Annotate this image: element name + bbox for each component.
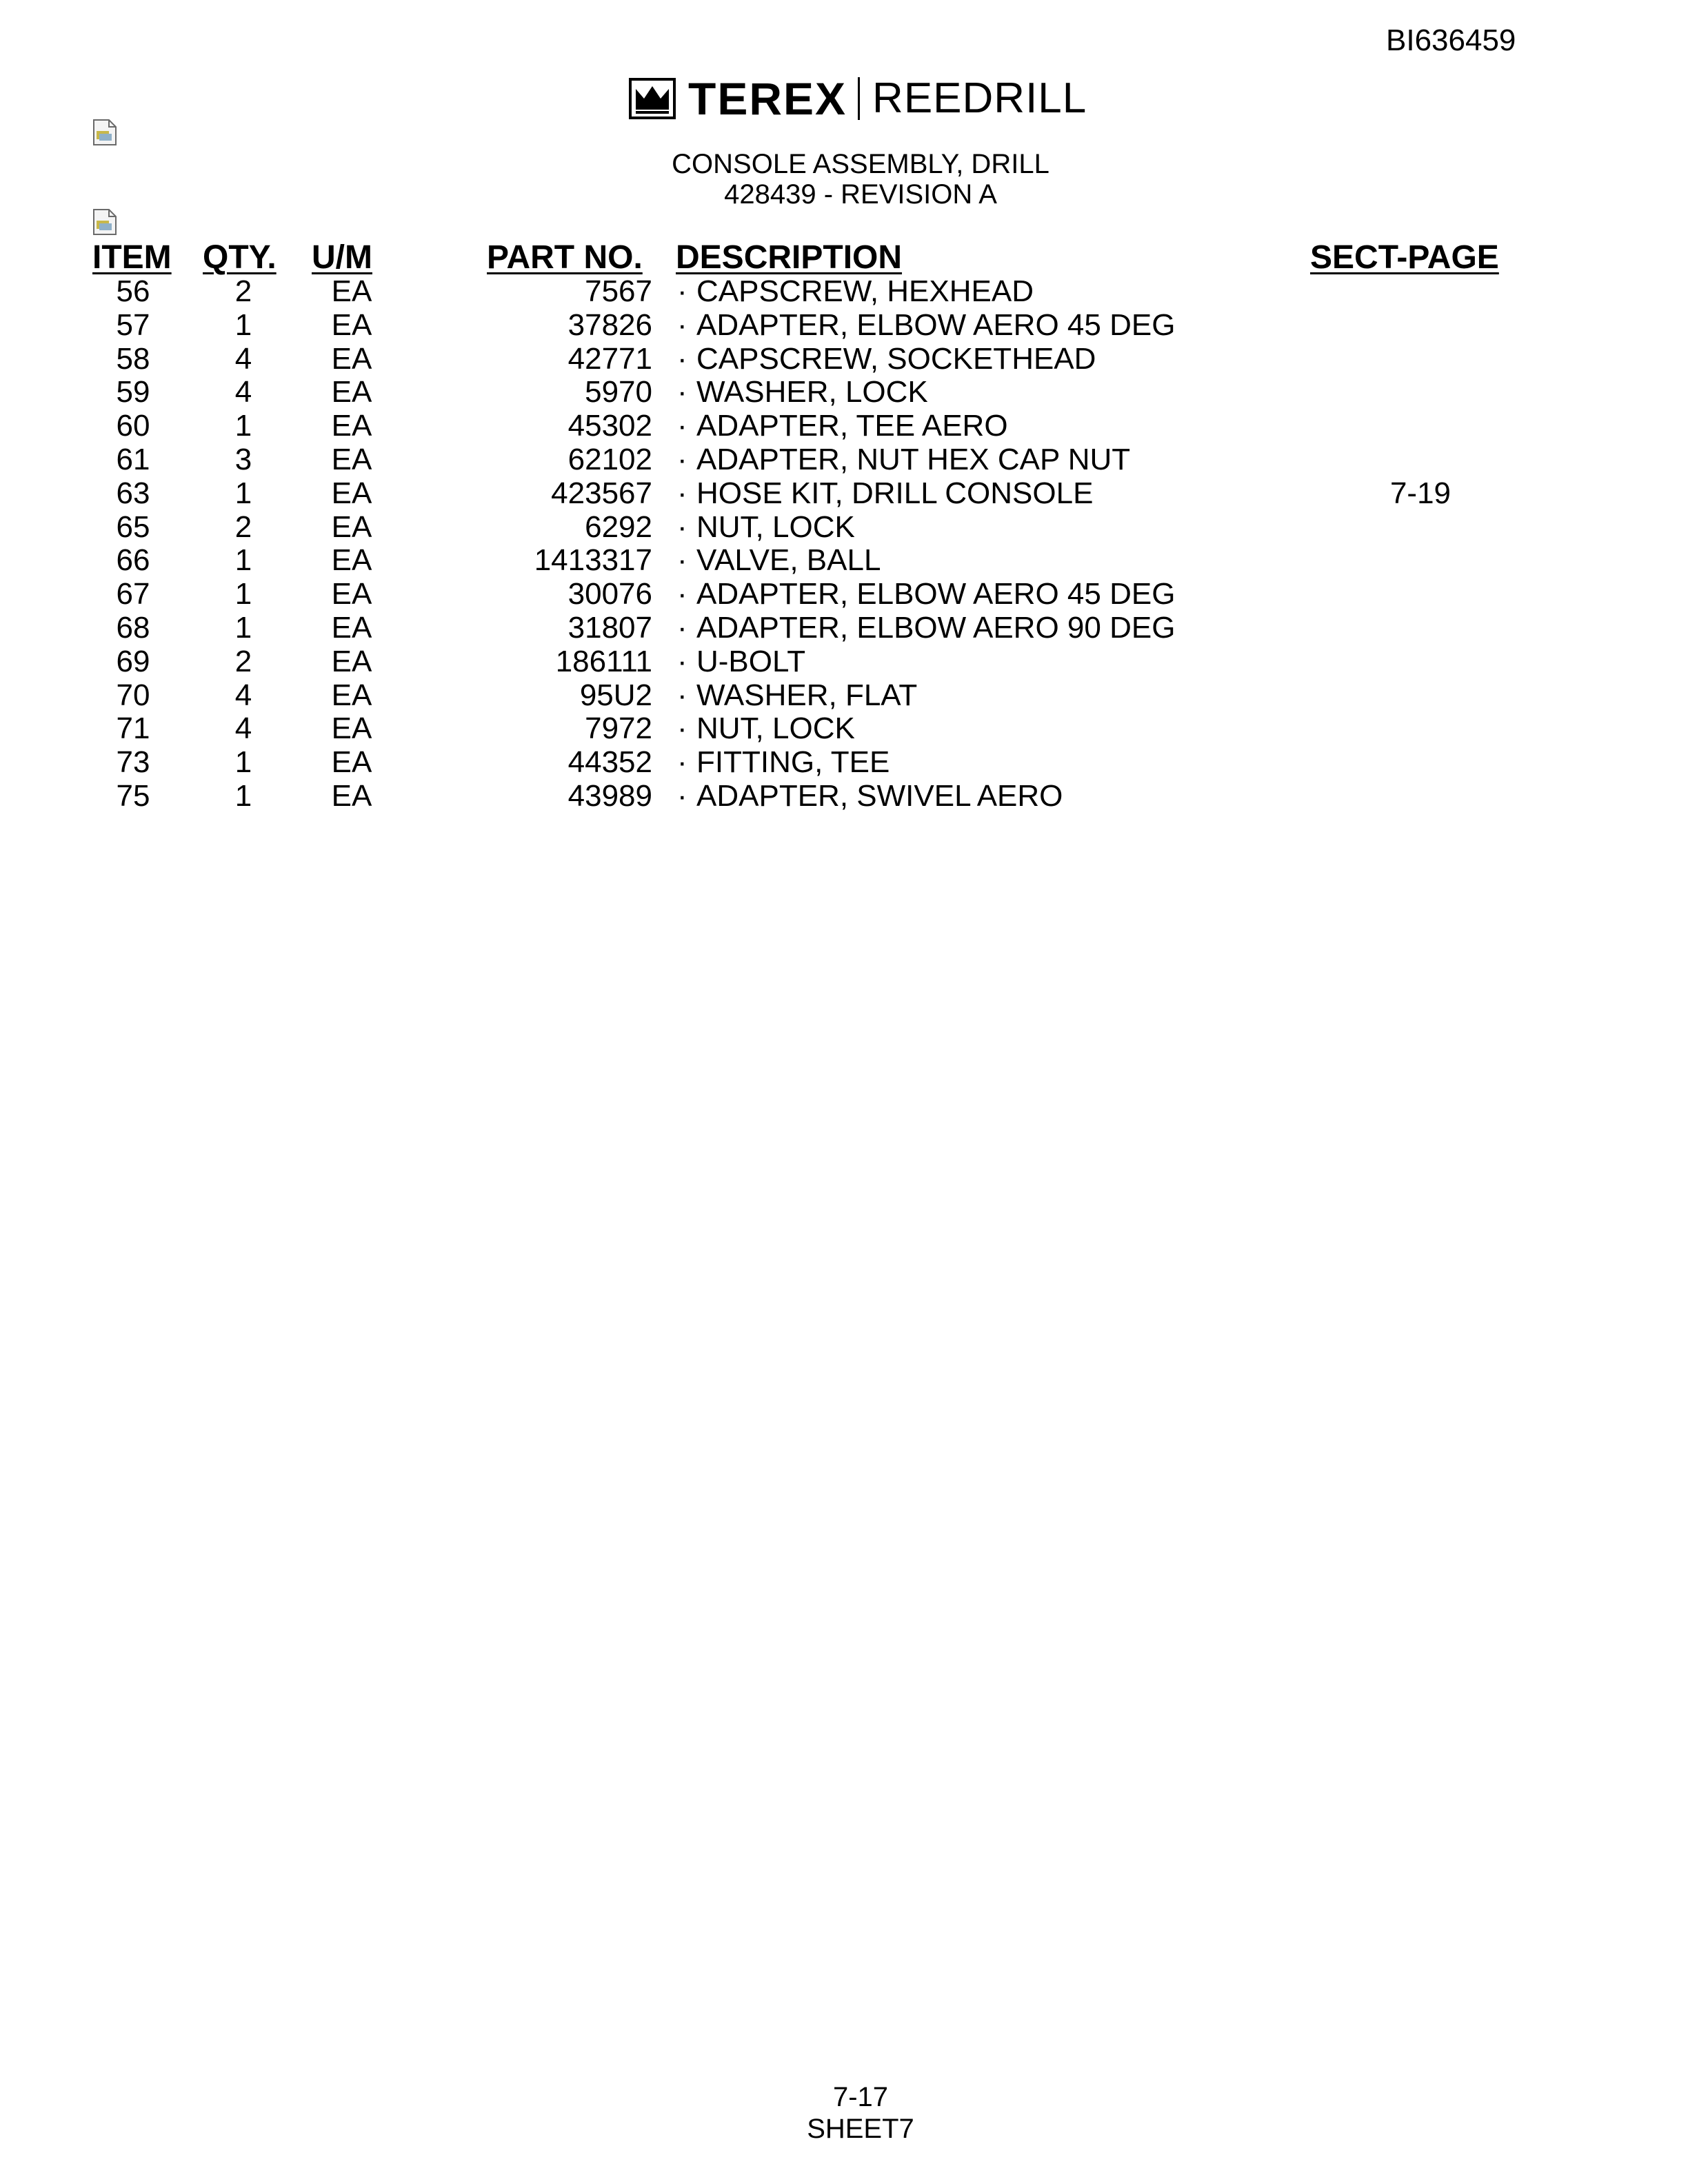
cell-desc: ADAPTER, TEE AERO [696, 409, 1008, 443]
sheet-label: SHEET7 [807, 2114, 914, 2144]
table-row [0, 308, 1688, 342]
cell-item: 68 [116, 611, 150, 645]
cell-qty: 1 [234, 779, 252, 813]
header-sect-page: SECT-PAGE [1310, 239, 1499, 276]
cell-desc: HOSE KIT, DRILL CONSOLE [696, 476, 1094, 510]
cell-part: 1413317 [534, 543, 652, 577]
cell-bullet: · [677, 577, 687, 611]
cell-bullet: · [677, 443, 687, 476]
cell-part: 45302 [567, 409, 652, 443]
cell-um: EA [331, 476, 372, 510]
cell-part: 7972 [585, 711, 652, 745]
cell-desc: ADAPTER, ELBOW AERO 45 DEG [696, 308, 1176, 342]
cell-part: 43989 [567, 779, 652, 813]
header-um: U/M [312, 239, 372, 276]
table-row [0, 779, 1688, 813]
cell-qty: 4 [234, 375, 252, 409]
cell-desc: U-BOLT [696, 645, 806, 678]
cell-um: EA [331, 375, 372, 409]
cell-item: 73 [116, 745, 150, 779]
cell-desc: CAPSCREW, SOCKETHEAD [696, 342, 1096, 376]
cell-bullet: · [677, 645, 687, 678]
table-row [0, 577, 1688, 611]
assembly-number-revision: 428439 - REVISION A [724, 179, 997, 210]
cell-desc: FITTING, TEE [696, 745, 890, 779]
cell-part: 95U2 [579, 678, 652, 712]
cell-item: 75 [116, 779, 150, 813]
table-row [0, 510, 1688, 544]
page-number: 7-17 [832, 2082, 889, 2112]
cell-part: 62102 [567, 443, 652, 476]
table-row [0, 543, 1688, 577]
cell-qty: 1 [234, 745, 252, 779]
cell-part: 30076 [567, 577, 652, 611]
cell-qty: 1 [234, 611, 252, 645]
cell-um: EA [331, 645, 372, 678]
cell-part: 6292 [585, 510, 652, 544]
cell-part: 37826 [567, 308, 652, 342]
table-row [0, 476, 1688, 510]
cell-part: 186111 [555, 645, 652, 678]
cell-desc: NUT, LOCK [696, 711, 855, 745]
cell-part: 5970 [585, 375, 652, 409]
brand-separator [858, 77, 860, 120]
cell-qty: 2 [234, 645, 252, 678]
cell-part: 44352 [567, 745, 652, 779]
cell-um: EA [331, 678, 372, 712]
cell-item: 61 [116, 443, 150, 476]
cell-item: 66 [116, 543, 150, 577]
table-row [0, 409, 1688, 443]
table-row [0, 678, 1688, 712]
cell-qty: 4 [234, 678, 252, 712]
cell-item: 59 [116, 375, 150, 409]
cell-um: EA [331, 611, 372, 645]
cell-bullet: · [677, 678, 687, 712]
table-row [0, 645, 1688, 678]
terex-crown-icon [629, 78, 676, 119]
document-icon[interactable] [92, 208, 117, 236]
cell-part: 42771 [567, 342, 652, 376]
header-qty: QTY. [203, 239, 277, 276]
cell-um: EA [331, 342, 372, 376]
cell-bullet: · [677, 611, 687, 645]
cell-item: 58 [116, 342, 150, 376]
brand-product: REEDRILL [872, 74, 1087, 122]
cell-bullet: · [677, 409, 687, 443]
assembly-title: CONSOLE ASSEMBLY, DRILL [672, 149, 1049, 179]
cell-item: 71 [116, 711, 150, 745]
cell-part: 31807 [567, 611, 652, 645]
terex-reedrill-logo [629, 73, 1087, 124]
document-icon[interactable] [92, 119, 117, 146]
table-row [0, 711, 1688, 745]
cell-desc: NUT, LOCK [696, 510, 855, 544]
cell-qty: 4 [234, 711, 252, 745]
cell-qty: 1 [234, 476, 252, 510]
cell-item: 60 [116, 409, 150, 443]
cell-qty: 4 [234, 342, 252, 376]
cell-bullet: · [677, 711, 687, 745]
cell-qty: 2 [234, 510, 252, 544]
cell-um: EA [331, 577, 372, 611]
table-row [0, 611, 1688, 645]
cell-part: 423567 [551, 476, 652, 510]
cell-qty: 1 [234, 409, 252, 443]
table-row [0, 274, 1688, 308]
cell-item: 69 [116, 645, 150, 678]
cell-um: EA [331, 711, 372, 745]
table-row [0, 745, 1688, 779]
cell-item: 63 [116, 476, 150, 510]
cell-bullet: · [677, 375, 687, 409]
cell-bullet: · [677, 274, 687, 308]
header-description: DESCRIPTION [676, 239, 903, 276]
cell-desc: WASHER, FLAT [696, 678, 918, 712]
cell-item: 67 [116, 577, 150, 611]
cell-um: EA [331, 510, 372, 544]
cell-desc: ADAPTER, NUT HEX CAP NUT [696, 443, 1131, 476]
cell-um: EA [331, 409, 372, 443]
cell-part: 7567 [585, 274, 652, 308]
table-row [0, 443, 1688, 476]
cell-item: 57 [116, 308, 150, 342]
cell-item: 56 [116, 274, 150, 308]
cell-desc: WASHER, LOCK [696, 375, 928, 409]
cell-bullet: · [677, 342, 687, 376]
cell-um: EA [331, 308, 372, 342]
cell-um: EA [331, 779, 372, 813]
cell-item: 70 [116, 678, 150, 712]
cell-qty: 3 [234, 443, 252, 476]
cell-qty: 1 [234, 577, 252, 611]
cell-um: EA [331, 274, 372, 308]
document-id: BI636459 [1386, 23, 1516, 57]
cell-item: 65 [116, 510, 150, 544]
cell-bullet: · [677, 476, 687, 510]
cell-desc: ADAPTER, SWIVEL AERO [696, 779, 1063, 813]
cell-qty: 1 [234, 308, 252, 342]
cell-desc: ADAPTER, ELBOW AERO 45 DEG [696, 577, 1176, 611]
table-row [0, 375, 1688, 409]
cell-bullet: · [677, 745, 687, 779]
cell-bullet: · [677, 510, 687, 544]
cell-bullet: · [677, 779, 687, 813]
table-row [0, 342, 1688, 376]
cell-um: EA [331, 443, 372, 476]
cell-sect: 7-19 [1389, 476, 1451, 510]
header-part-no: PART NO. [487, 239, 643, 276]
brand-name: TEREX [688, 73, 847, 124]
cell-um: EA [331, 543, 372, 577]
cell-desc: ADAPTER, ELBOW AERO 90 DEG [696, 611, 1176, 645]
cell-bullet: · [677, 543, 687, 577]
cell-qty: 1 [234, 543, 252, 577]
cell-um: EA [331, 745, 372, 779]
cell-qty: 2 [234, 274, 252, 308]
header-item: ITEM [92, 239, 172, 276]
cell-desc: VALVE, BALL [696, 543, 881, 577]
cell-bullet: · [677, 308, 687, 342]
cell-desc: CAPSCREW, HEXHEAD [696, 274, 1034, 308]
